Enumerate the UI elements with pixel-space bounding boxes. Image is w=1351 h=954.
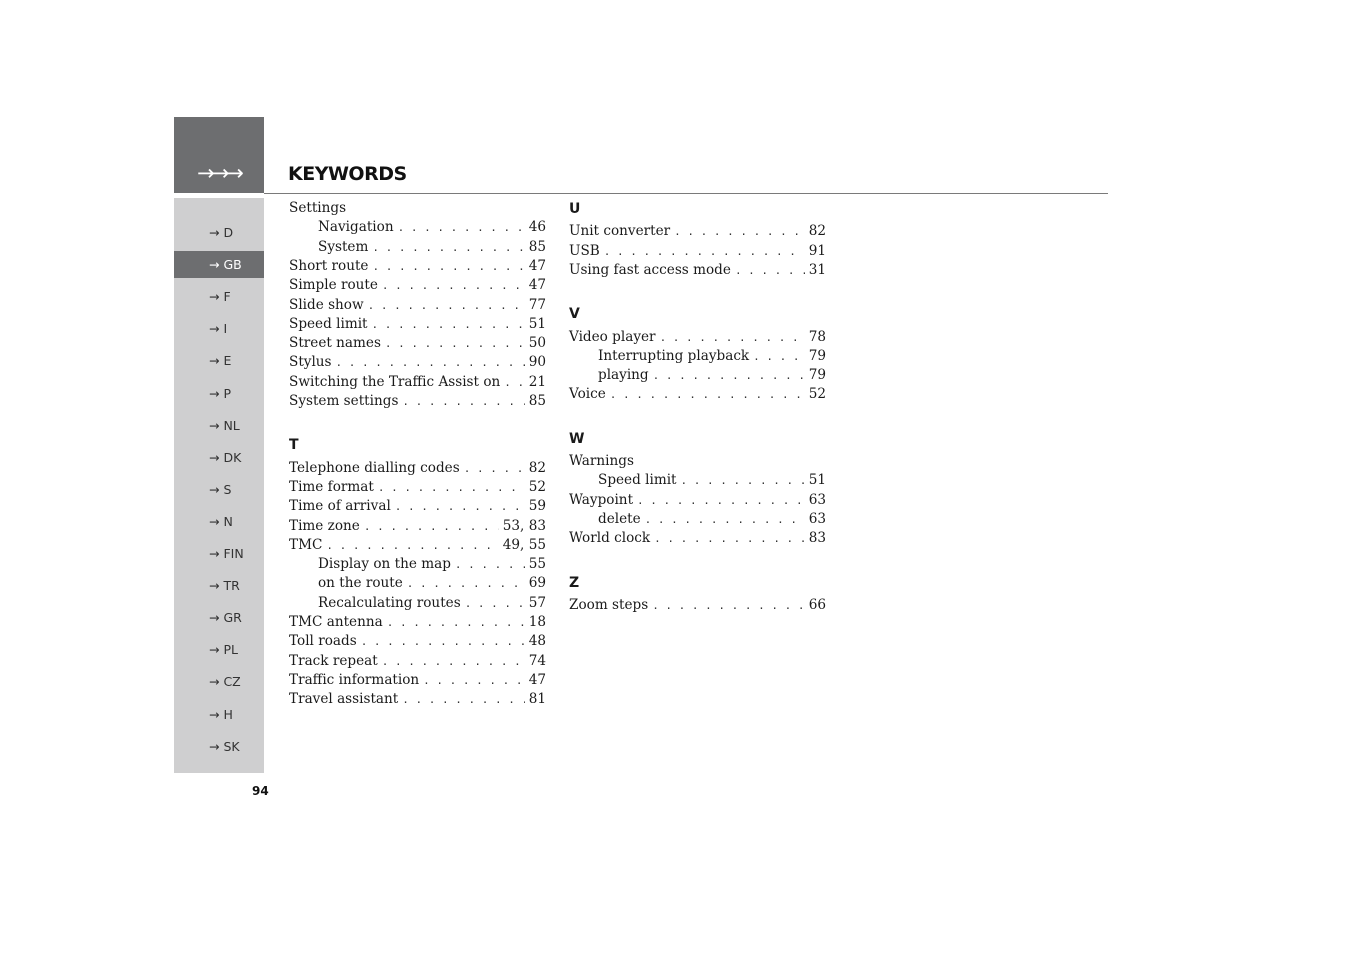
language-tab[interactable]: → N [209, 513, 233, 529]
leader-dots [364, 517, 499, 536]
header-arrows-icon: →→→ [197, 161, 241, 185]
entry-term: Travel assistant [289, 691, 399, 708]
leader-dots [378, 478, 525, 497]
leader-dots [753, 347, 805, 366]
leader-dots [382, 276, 525, 295]
index-entry[interactable] [598, 347, 826, 366]
entry-term: on the route [318, 575, 403, 592]
entry-page-number: 91 [808, 242, 826, 259]
language-sidebar [174, 198, 264, 773]
language-tab[interactable]: → DK [209, 449, 242, 465]
language-tab[interactable]: → SK [209, 738, 240, 754]
entry-page-number: 52 [528, 478, 546, 495]
leader-dots [407, 574, 525, 593]
leader-dots [336, 353, 525, 372]
entry-page-number: 63 [808, 491, 826, 508]
entry-page-number: 48 [528, 633, 546, 650]
language-tab[interactable]: → D [209, 225, 234, 240]
entry-term: Switching the Traffic Assist on [289, 373, 501, 390]
index-entry[interactable] [569, 596, 826, 615]
entry-term: Unit converter [569, 223, 671, 240]
entry-page-number: 81 [528, 691, 546, 708]
index-entry[interactable] [289, 373, 546, 392]
entry-page-number: 82 [808, 223, 826, 240]
index-entry[interactable] [318, 218, 546, 237]
entry-page-number: 51 [528, 315, 546, 332]
entry-term: World clock [569, 530, 651, 547]
entry-page-number: 79 [808, 367, 826, 384]
leader-dots [654, 529, 805, 548]
index-entry[interactable] [318, 594, 546, 613]
index-entry[interactable] [289, 517, 546, 536]
index-entry[interactable] [289, 536, 546, 555]
entry-page-number: 78 [808, 328, 826, 345]
entry-term: TMC [289, 536, 323, 553]
entry-page-number: 47 [528, 257, 546, 274]
index-entry[interactable] [289, 257, 546, 276]
entry-term: Time zone [289, 517, 360, 534]
index-entry[interactable] [289, 632, 546, 651]
header-block [174, 117, 264, 193]
entry-term: TMC antenna [289, 614, 383, 630]
entry-page-number: 83 [808, 530, 826, 547]
leader-dots [653, 366, 805, 385]
index-entry[interactable] [569, 222, 826, 241]
index-entry[interactable] [569, 491, 826, 510]
section-letter: W [569, 430, 585, 447]
index-entry[interactable] [289, 459, 546, 478]
entry-term: delete [598, 510, 641, 527]
entry-term: System settings [289, 393, 399, 409]
leader-dots [504, 373, 524, 392]
language-tab[interactable]: → F [209, 289, 231, 305]
leader-dots [464, 459, 525, 478]
index-entry[interactable] [598, 471, 826, 490]
leader-dots [455, 555, 525, 574]
entry-term: Video player [569, 328, 656, 345]
leader-dots [637, 491, 805, 510]
language-tab[interactable]: → E [209, 353, 232, 369]
entry-term: Traffic information [289, 671, 420, 688]
entry-term: Settings [289, 200, 347, 216]
entry-page-number: 47 [528, 671, 546, 688]
language-tab[interactable]: → GR [209, 610, 242, 626]
entry-page-number: 63 [808, 510, 826, 527]
entry-page-number: 21 [528, 373, 546, 390]
leader-dots [604, 242, 805, 261]
leader-dots [652, 596, 805, 615]
leader-dots [735, 261, 805, 280]
entry-page-number: 77 [528, 296, 546, 313]
entry-term: Telephone dialling codes [289, 459, 460, 476]
index-entry[interactable] [569, 452, 826, 471]
section-letter: T [289, 437, 299, 454]
leader-dots [681, 471, 805, 490]
entry-term: playing [598, 367, 649, 384]
leader-dots [660, 328, 805, 347]
index-entry[interactable] [569, 261, 826, 280]
section-letter: V [569, 306, 580, 323]
index-entry[interactable] [569, 242, 826, 261]
language-tab[interactable]: → H [209, 706, 233, 722]
index-entry[interactable] [289, 690, 546, 709]
entry-page-number: 31 [808, 261, 826, 278]
entry-term: Navigation [318, 219, 394, 236]
entry-page-number: 52 [808, 386, 826, 403]
entry-page-number: 85 [528, 393, 546, 409]
entry-page-number: 51 [808, 472, 826, 489]
leader-dots [385, 334, 525, 353]
entry-page-number: 90 [528, 354, 546, 371]
entry-term: Time of arrival [289, 498, 391, 515]
entry-term: Stylus [289, 354, 332, 371]
page-title: KEYWORDS [288, 163, 407, 185]
index-entry[interactable] [289, 353, 546, 372]
section-letter: U [569, 201, 581, 217]
entry-term: Speed limit [598, 472, 677, 489]
entry-term: Time format [289, 478, 374, 495]
index-entry[interactable] [569, 385, 826, 404]
entry-term: Waypoint [569, 491, 634, 508]
entry-term: System [318, 238, 369, 255]
entry-term: Zoom steps [569, 596, 649, 613]
leader-dots [372, 257, 524, 276]
entry-page-number: 69 [528, 575, 546, 592]
entry-term: Warnings [569, 453, 634, 469]
index-entry[interactable] [289, 276, 546, 295]
language-tab[interactable]: → P [209, 385, 231, 401]
leader-dots [402, 392, 524, 411]
entry-term: Speed limit [289, 315, 368, 332]
index-entry[interactable] [289, 671, 546, 690]
entry-page-number: 85 [528, 238, 546, 255]
index-entry[interactable] [289, 652, 546, 671]
entry-page-number: 18 [528, 614, 546, 630]
entry-page-number: 53, 83 [502, 517, 546, 534]
index-entry[interactable] [318, 555, 546, 574]
entry-page-number: 59 [528, 498, 546, 515]
page-number: 94 [252, 784, 269, 798]
index-entry[interactable] [289, 199, 546, 218]
leader-dots [402, 690, 524, 709]
leader-dots [382, 652, 525, 671]
language-tab[interactable]: → FIN [209, 546, 244, 561]
leader-dots [645, 510, 805, 529]
language-tab[interactable]: → S [209, 481, 232, 497]
leader-dots [326, 536, 498, 555]
index-entry[interactable] [569, 328, 826, 347]
entry-term: Short route [289, 257, 369, 274]
entry-page-number: 66 [808, 596, 826, 613]
entry-page-number: 47 [528, 277, 546, 294]
index-entry[interactable] [318, 574, 546, 593]
entry-term: Street names [289, 335, 381, 352]
leader-dots [465, 594, 525, 613]
language-tab[interactable]: → NL [209, 417, 240, 433]
index-entry[interactable] [289, 392, 546, 411]
entry-page-number: 55 [528, 556, 546, 573]
entry-page-number: 46 [528, 219, 546, 236]
entry-term: Toll roads [289, 633, 357, 650]
entry-term: Using fast access mode [569, 261, 731, 278]
index-entry[interactable] [318, 238, 546, 257]
entry-term: Simple route [289, 277, 378, 294]
index-entry[interactable] [289, 296, 546, 315]
leader-dots [368, 296, 525, 315]
index-entry[interactable] [598, 366, 826, 385]
leader-dots [423, 671, 525, 690]
leader-dots [610, 385, 805, 404]
entry-page-number: 49, 55 [502, 536, 546, 553]
entry-term: Interrupting playback [598, 347, 750, 364]
entry-page-number: 79 [808, 347, 826, 364]
entry-page-number: 50 [528, 335, 546, 352]
title-divider [264, 193, 1108, 194]
entry-page-number: 82 [528, 459, 546, 476]
language-tab[interactable]: → TR [209, 578, 240, 594]
entry-term: Voice [569, 386, 606, 403]
leader-dots [674, 222, 805, 241]
entry-term: Track repeat [289, 652, 378, 669]
language-tab[interactable]: → I [209, 321, 228, 337]
section-letter: Z [569, 574, 580, 591]
leader-dots [387, 613, 525, 632]
entry-term: USB [569, 242, 600, 259]
entry-term: Recalculating routes [318, 594, 461, 611]
index-entry[interactable] [289, 613, 546, 632]
language-tab[interactable]: → PL [209, 642, 238, 658]
index-entry[interactable] [289, 478, 546, 497]
index-entry[interactable] [569, 529, 826, 548]
entry-term: Slide show [289, 296, 364, 313]
index-entry[interactable] [598, 510, 826, 529]
index-entry[interactable] [289, 315, 546, 334]
leader-dots [372, 315, 525, 334]
language-tab[interactable]: → CZ [209, 674, 241, 690]
entry-page-number: 74 [528, 652, 546, 669]
leader-dots [398, 218, 525, 237]
leader-dots [372, 238, 524, 257]
entry-term: Display on the map [318, 556, 451, 573]
index-entry[interactable] [289, 497, 546, 516]
language-tab[interactable]: → GB [174, 251, 264, 278]
leader-dots [361, 632, 525, 651]
index-entry[interactable] [289, 334, 546, 353]
entry-page-number: 57 [528, 594, 546, 611]
leader-dots [395, 497, 525, 516]
